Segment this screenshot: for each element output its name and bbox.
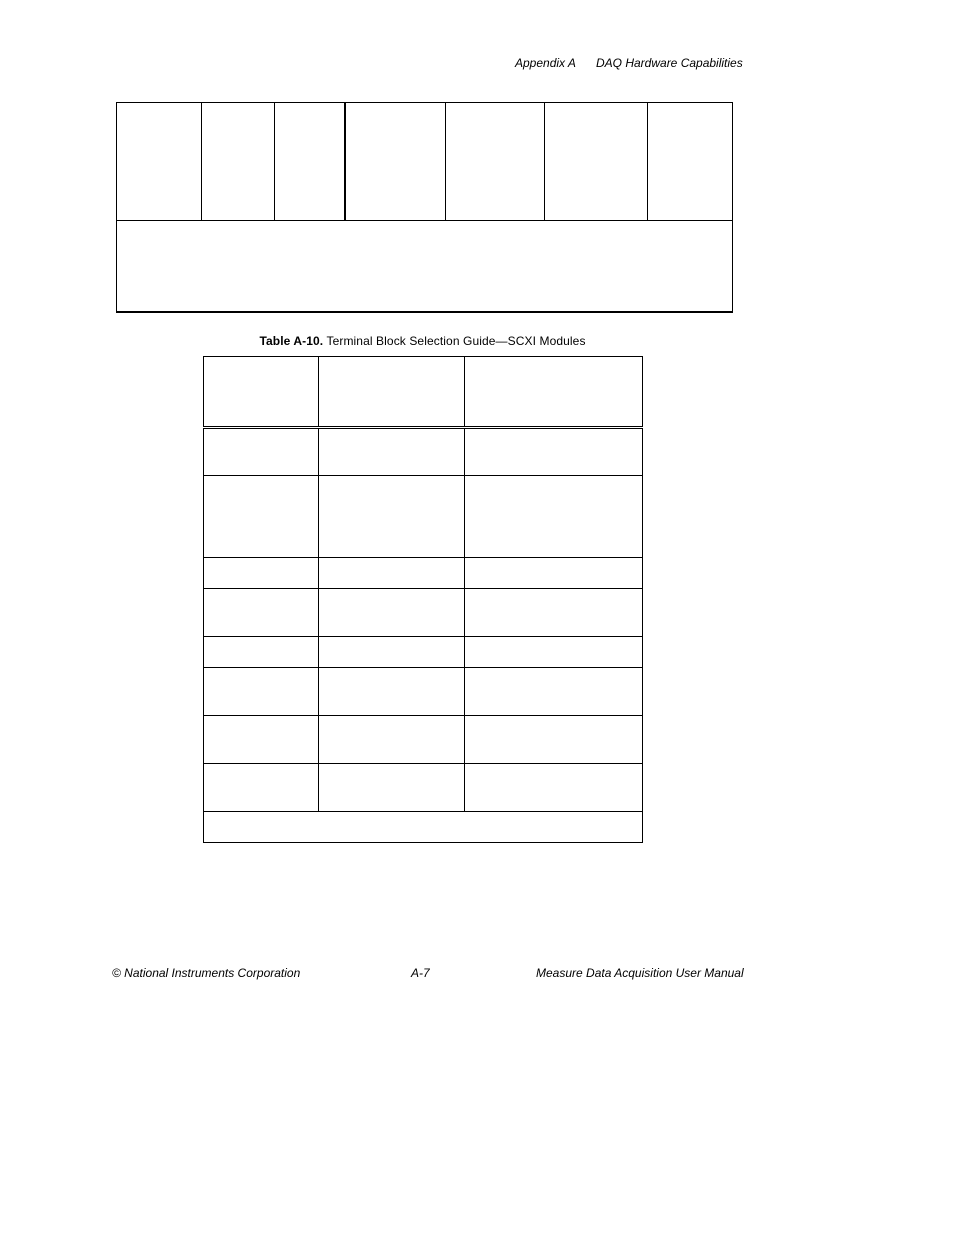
table-cell xyxy=(204,668,319,716)
footer-copyright: © National Instruments Corporation xyxy=(112,966,301,980)
table-cell xyxy=(319,668,465,716)
table-caption xyxy=(0,334,845,348)
table-row xyxy=(204,476,643,558)
table-cell xyxy=(204,764,319,812)
table-cell xyxy=(465,764,643,812)
table-cell xyxy=(319,764,465,812)
upper-table-header-row xyxy=(117,103,732,221)
table-row xyxy=(204,428,643,476)
table-caption-label: Table A-10. xyxy=(259,334,324,348)
table-cell xyxy=(204,716,319,764)
upper-table xyxy=(116,102,733,313)
table-cell xyxy=(319,589,465,637)
header-section: DAQ Hardware Capabilities xyxy=(596,56,743,70)
table-header-cell xyxy=(465,357,643,428)
upper-table-column-divider xyxy=(201,103,202,220)
table-cell xyxy=(204,589,319,637)
upper-table-column-divider xyxy=(344,103,346,220)
upper-table-column-divider xyxy=(544,103,545,220)
upper-table-column-divider xyxy=(274,103,275,220)
table-row xyxy=(204,764,643,812)
footer-page-number: A-7 xyxy=(411,966,430,980)
table-footnote-cell xyxy=(204,812,643,843)
table-cell xyxy=(465,716,643,764)
table-row xyxy=(204,637,643,668)
terminal-block-table xyxy=(203,356,643,843)
table-cell xyxy=(204,476,319,558)
table-footnote-row xyxy=(204,812,643,843)
table-cell xyxy=(204,428,319,476)
header-appendix: Appendix A xyxy=(515,56,576,70)
table-cell xyxy=(465,637,643,668)
table-header-row xyxy=(204,357,643,428)
table-cell xyxy=(319,558,465,589)
table-cell xyxy=(319,476,465,558)
table-cell xyxy=(319,637,465,668)
table-cell xyxy=(204,637,319,668)
table-cell xyxy=(465,558,643,589)
table-caption-text: Terminal Block Selection Guide—SCXI Modules xyxy=(326,334,586,348)
table-row xyxy=(204,558,643,589)
table-cell xyxy=(319,428,465,476)
table-cell xyxy=(465,476,643,558)
table-header-cell xyxy=(319,357,465,428)
upper-table-column-divider xyxy=(647,103,648,220)
table-header-cell xyxy=(204,357,319,428)
table-cell xyxy=(465,668,643,716)
table-cell xyxy=(204,558,319,589)
table-cell xyxy=(319,716,465,764)
table-cell xyxy=(465,428,643,476)
table-row xyxy=(204,589,643,637)
table-row xyxy=(204,716,643,764)
upper-table-column-divider xyxy=(445,103,446,220)
table-row xyxy=(204,668,643,716)
footer-manual-title: Measure Data Acquisition User Manual xyxy=(536,966,744,980)
table-cell xyxy=(465,589,643,637)
